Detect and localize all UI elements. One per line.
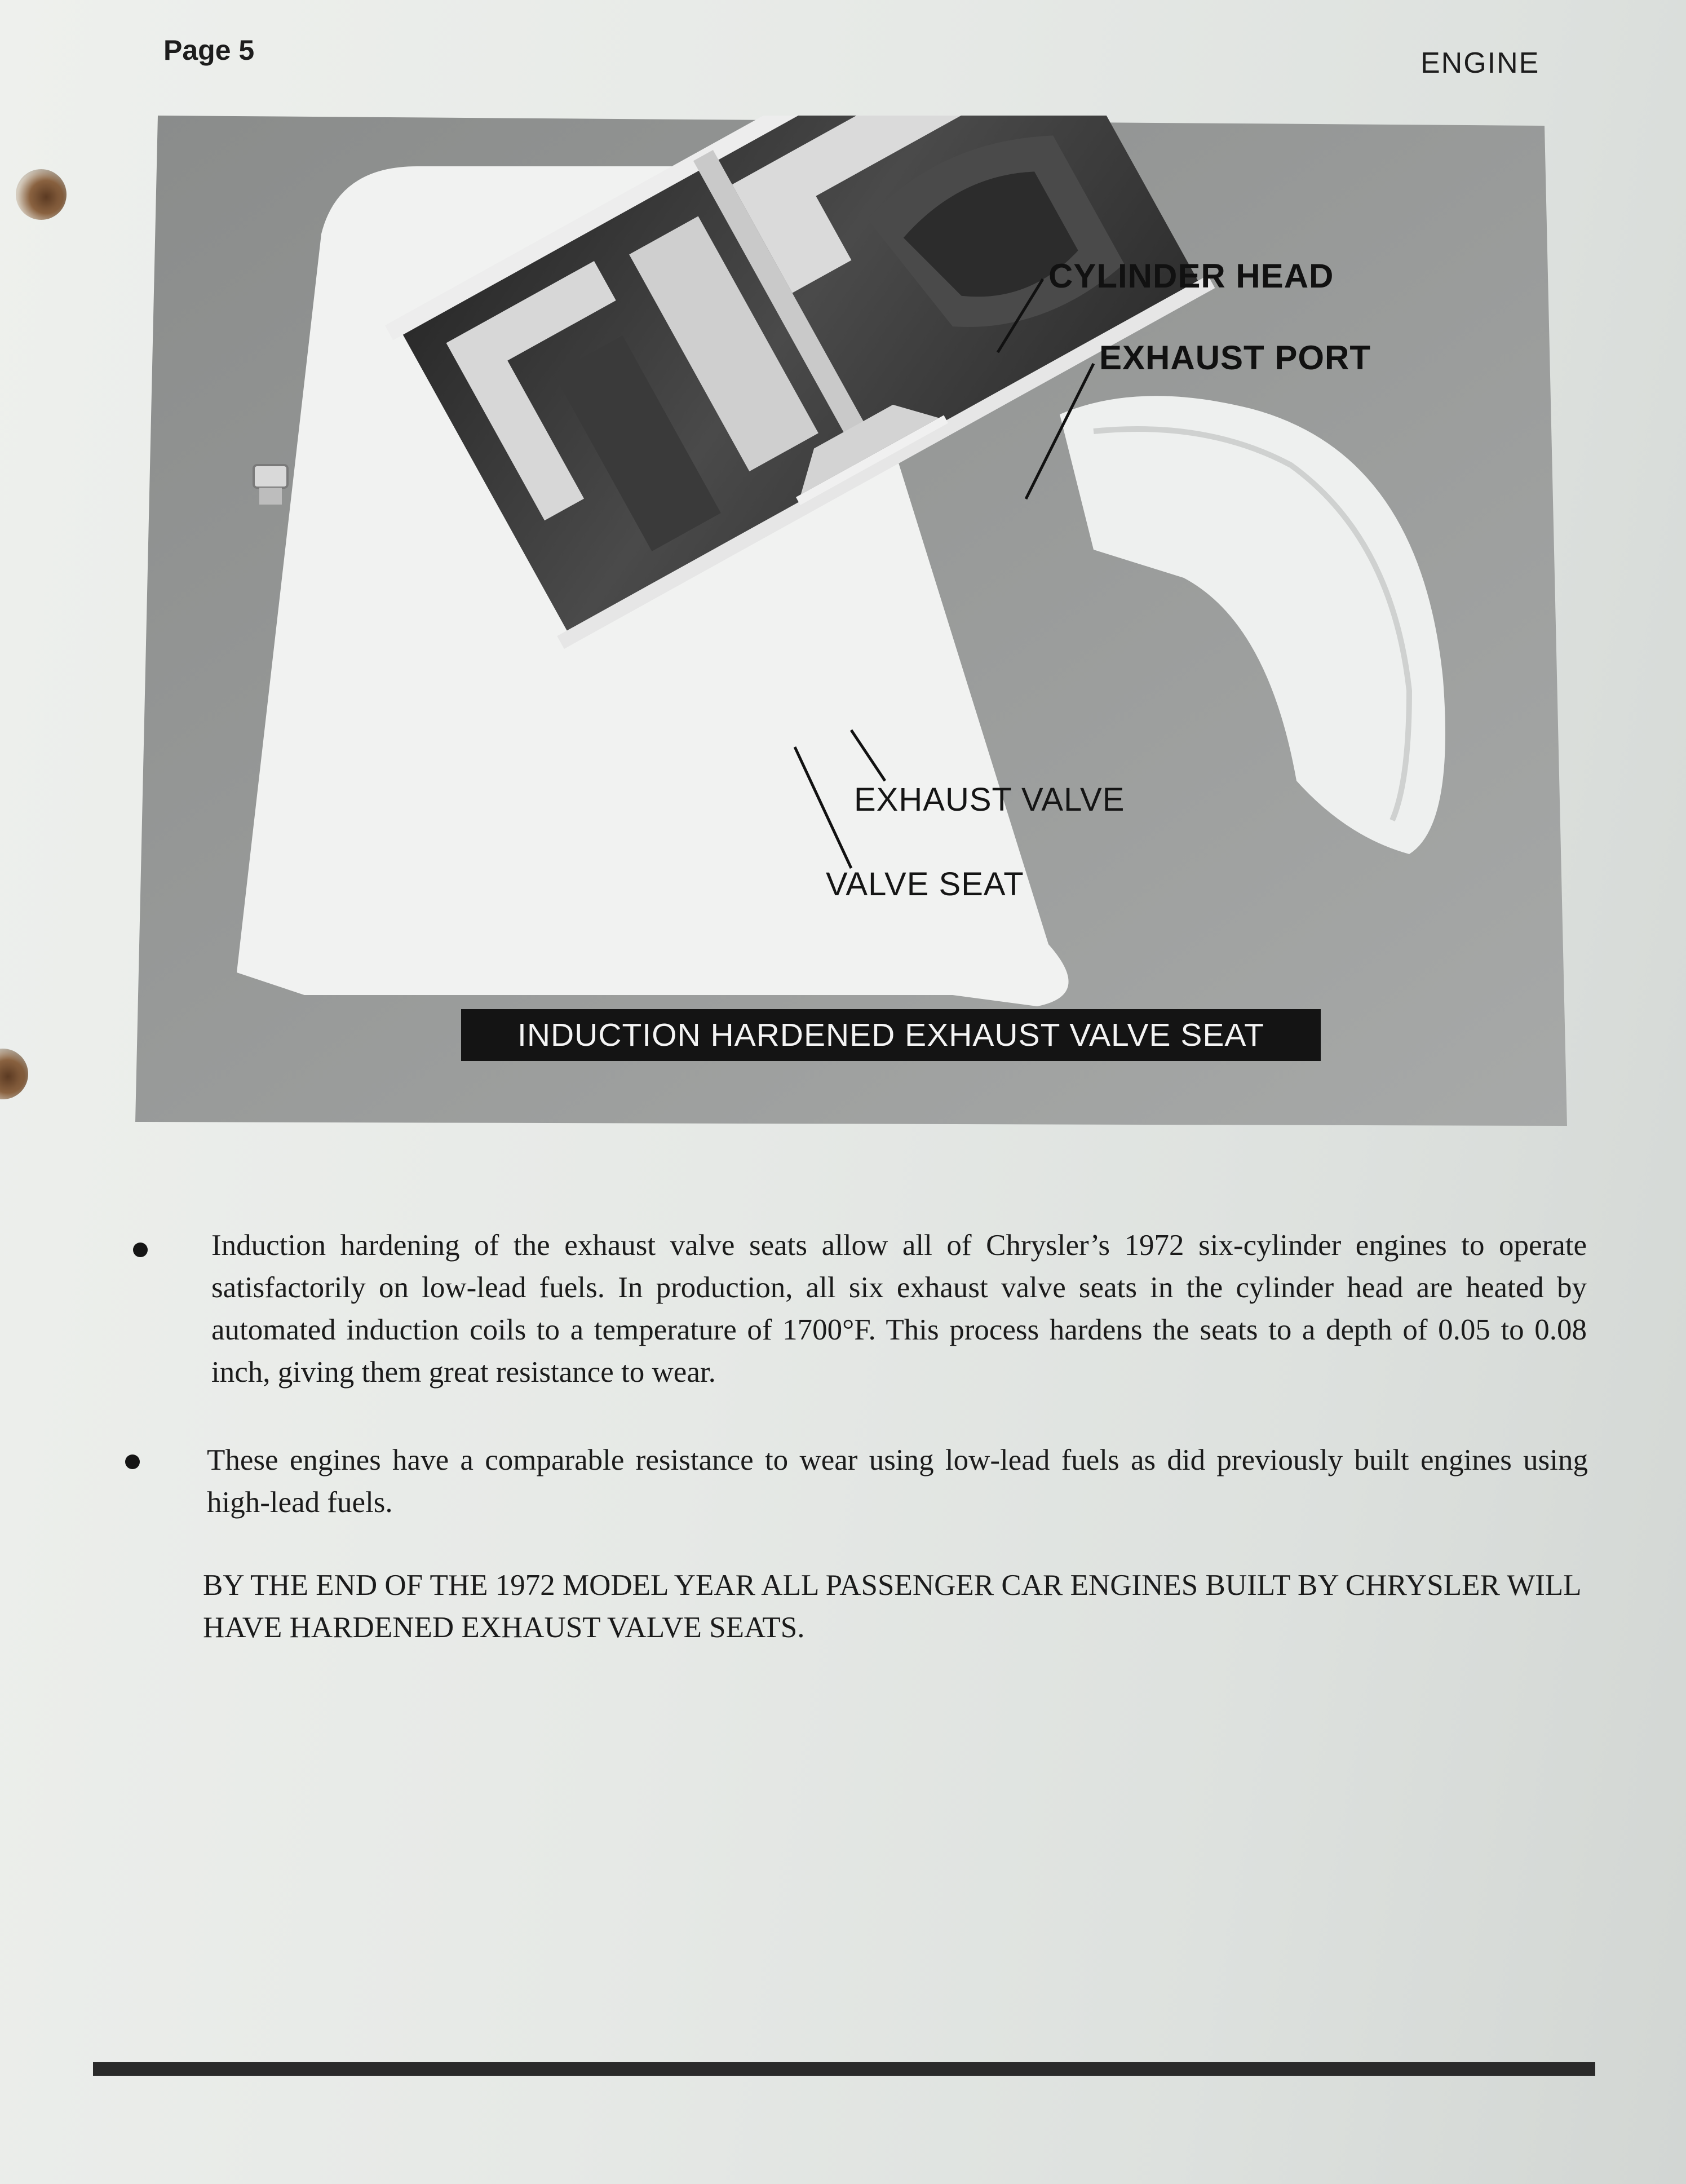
label-exhaust-port: EXHAUST PORT xyxy=(1099,339,1371,377)
bullet-1 xyxy=(133,1243,148,1257)
bottom-rule xyxy=(93,2062,1595,2076)
binder-hole-top xyxy=(16,169,67,220)
bullet-2 xyxy=(125,1454,140,1469)
label-valve-seat: VALVE SEAT xyxy=(826,866,1024,903)
paragraph-wear-resistance: These engines have a comparable resistance to wear using low-lead fuels as did previously built engines using high-lead fuels. xyxy=(207,1444,1588,1519)
valve-seat-figure xyxy=(135,116,1567,1126)
page-number: Page 5 xyxy=(163,34,255,66)
figure-caption: INDUCTION HARDENED EXHAUST VALVE SEAT xyxy=(461,1009,1321,1061)
paragraph-induction-hardening: Induction hardening of the exhaust valve seats allow all of Chrysler’s 1972 six-cylinder engines to operate satisfactorily on low-lead fuels. In production, all six exhaust valve seats in the cylinder head are heated by automated induction coils to a temperature of 1700°F. This process hardens the seats to a depth of 0.05 to 0.08 inch, giving them great resistance to wear. xyxy=(211,1229,1587,1389)
engine-cutaway-illustration xyxy=(135,116,1567,1126)
label-exhaust-valve: EXHAUST VALVE xyxy=(854,781,1125,818)
section-title: ENGINE xyxy=(1421,47,1540,79)
label-cylinder-head: CYLINDER HEAD xyxy=(1048,257,1334,295)
paragraph-model-year-note: BY THE END OF THE 1972 MODEL YEAR ALL PASSENGER CAR ENGINES BUILT BY CHRYSLER WILL HAVE HARDENED EXHAUST VALVE SEATS. xyxy=(203,1569,1581,1644)
